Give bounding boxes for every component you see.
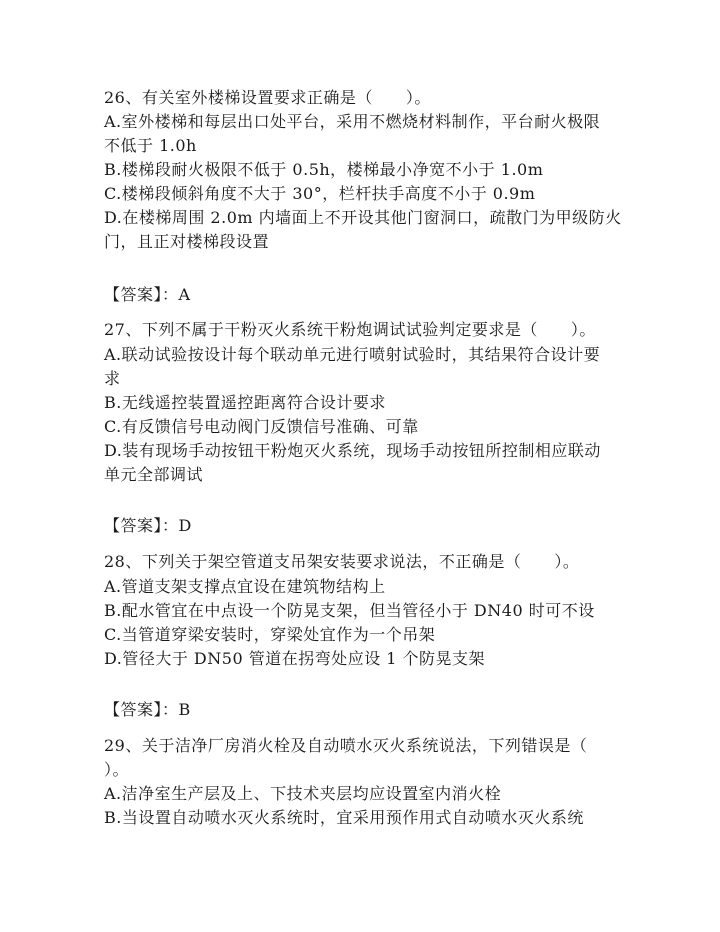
question-26-option-a: A.室外楼梯和每层出口处平台，采用不燃烧材料制作，平台耐火极限 [104, 112, 601, 131]
question-26-option-d-cont: 门，且正对楼梯段设置 [104, 232, 270, 251]
question-28-stem: 28、下列关于架空管道支吊架安装要求说法，不正确是（ ）。 [104, 552, 580, 571]
question-28-option-d: D.管径大于 DN50 管道在拐弯处应设 1 个防晃支架 [104, 649, 486, 668]
question-26-option-c: C.楼梯段倾斜角度不大于 30°，栏杆扶手高度不小于 0.9m [104, 184, 536, 203]
question-26-stem: 26、有关室外楼梯设置要求正确是（ ）。 [104, 88, 431, 107]
question-28-option-a: A.管道支架支撑点宜设在建筑物结构上 [104, 577, 386, 596]
question-28-answer: 【答案】：B [104, 700, 191, 719]
question-27-option-b: B.无线遥控装置遥控距离符合设计要求 [104, 393, 386, 412]
question-27-option-d: D.装有现场手动按钮干粉炮灭火系统，现场手动按钮所控制相应联动 [104, 441, 601, 460]
question-29-stem: 29、关于洁净厂房消火栓及自动喷水灭火系统说法，下列错误是（ [104, 736, 588, 755]
question-27-option-c: C.有反馈信号电动阀门反馈信号准确、可靠 [104, 417, 419, 436]
question-27-option-a: A.联动试验按设计每个联动单元进行喷射试验时，其结果符合设计要 [104, 345, 601, 364]
question-26-option-a-cont: 不低于 1.0h [104, 136, 197, 155]
question-29-option-b: B.当设置自动喷水灭火系统时，宜采用预作用式自动喷水灭火系统 [104, 808, 584, 827]
question-27-stem: 27、下列不属于干粉灭火系统干粉炮调试试验判定要求是（ ）。 [104, 320, 596, 339]
question-27-option-a-cont: 求 [104, 369, 121, 388]
question-26-option-d: D.在楼梯周围 2.0m 内墙面上不开设其他门窗洞口，疏散门为甲级防火 [104, 208, 622, 227]
question-29-stem-cont: ）。 [104, 760, 130, 779]
question-29-option-a: A.洁净室生产层及上、下技术夹层均应设置室内消火栓 [104, 784, 502, 803]
question-26-answer: 【答案】：A [104, 285, 191, 304]
question-26-option-b: B.楼梯段耐火极限不低于 0.5h，楼梯最小净宽不小于 1.0m [104, 160, 544, 179]
question-27-answer: 【答案】：D [104, 516, 192, 535]
question-28-option-c: C.当管道穿梁安装时，穿梁处宜作为一个吊架 [104, 625, 436, 644]
question-27-option-d-cont: 单元全部调试 [104, 465, 204, 484]
question-28-option-b: B.配水管宜在中点设一个防晃支架，但当管径小于 DN40 时可不设 [104, 601, 595, 620]
